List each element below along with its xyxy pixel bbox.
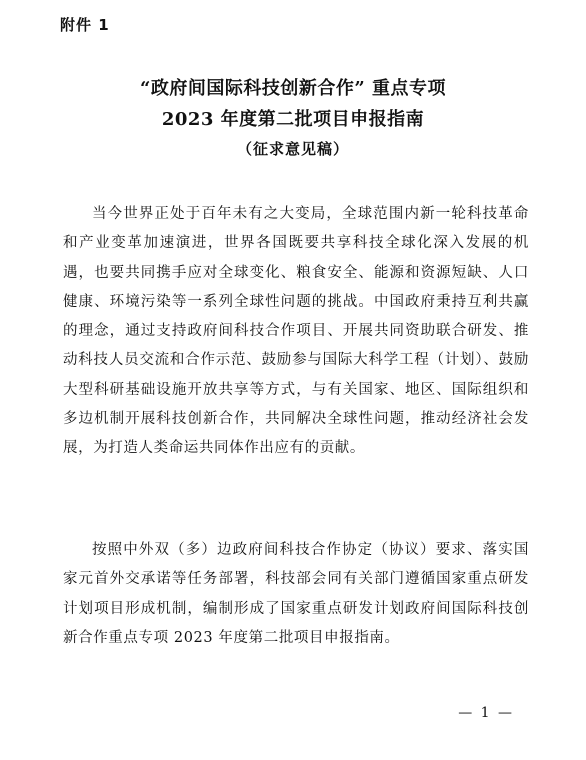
- attachment-label: 附件 1: [60, 16, 110, 34]
- document-title-line-1: “政府间国际科技创新合作” 重点专项: [140, 78, 446, 99]
- document-title-line-2: 2023 年度第二批项目申报指南: [161, 109, 425, 130]
- body-paragraph-2: 按照中外双（多）边政府间科技合作协定（协议）要求、落实国家元首外交承诺等任务部署，科技部会同有关部门遵循国家重点研发计划项目形成机制，编制形成了国家重点研发计划政府间国际科技创新合作重点专项 2023 年度第二批项目申报指南。: [63, 542, 529, 646]
- page-number: — 1 —: [458, 705, 514, 721]
- document-subtitle: （征求意见稿）: [236, 140, 349, 158]
- body-paragraph-1: 当今世界正处于百年未有之大变局，全球范围内新一轮科技革命和产业变革加速演进，世界各国既要共享科技全球化深入发展的机遇，也要共同携手应对全球变化、粮食安全、能源和资源短缺、人口健康、环境污染等一系列全球性问题的挑战。中国政府秉持互利共赢的理念，通过支持政府间科技合作项目、开展共同资助联合研发、推动科技人员交流和合作示范、鼓励参与国际大科学工程（计划）、鼓励大型科研基础设施开放共享等方式，与有关国家、地区、国际组织和多边机制开展科技创新合作，共同解决全球性问题，推动经济社会发展，为打造人类命运共同体作出应有的贡献。: [63, 206, 529, 457]
